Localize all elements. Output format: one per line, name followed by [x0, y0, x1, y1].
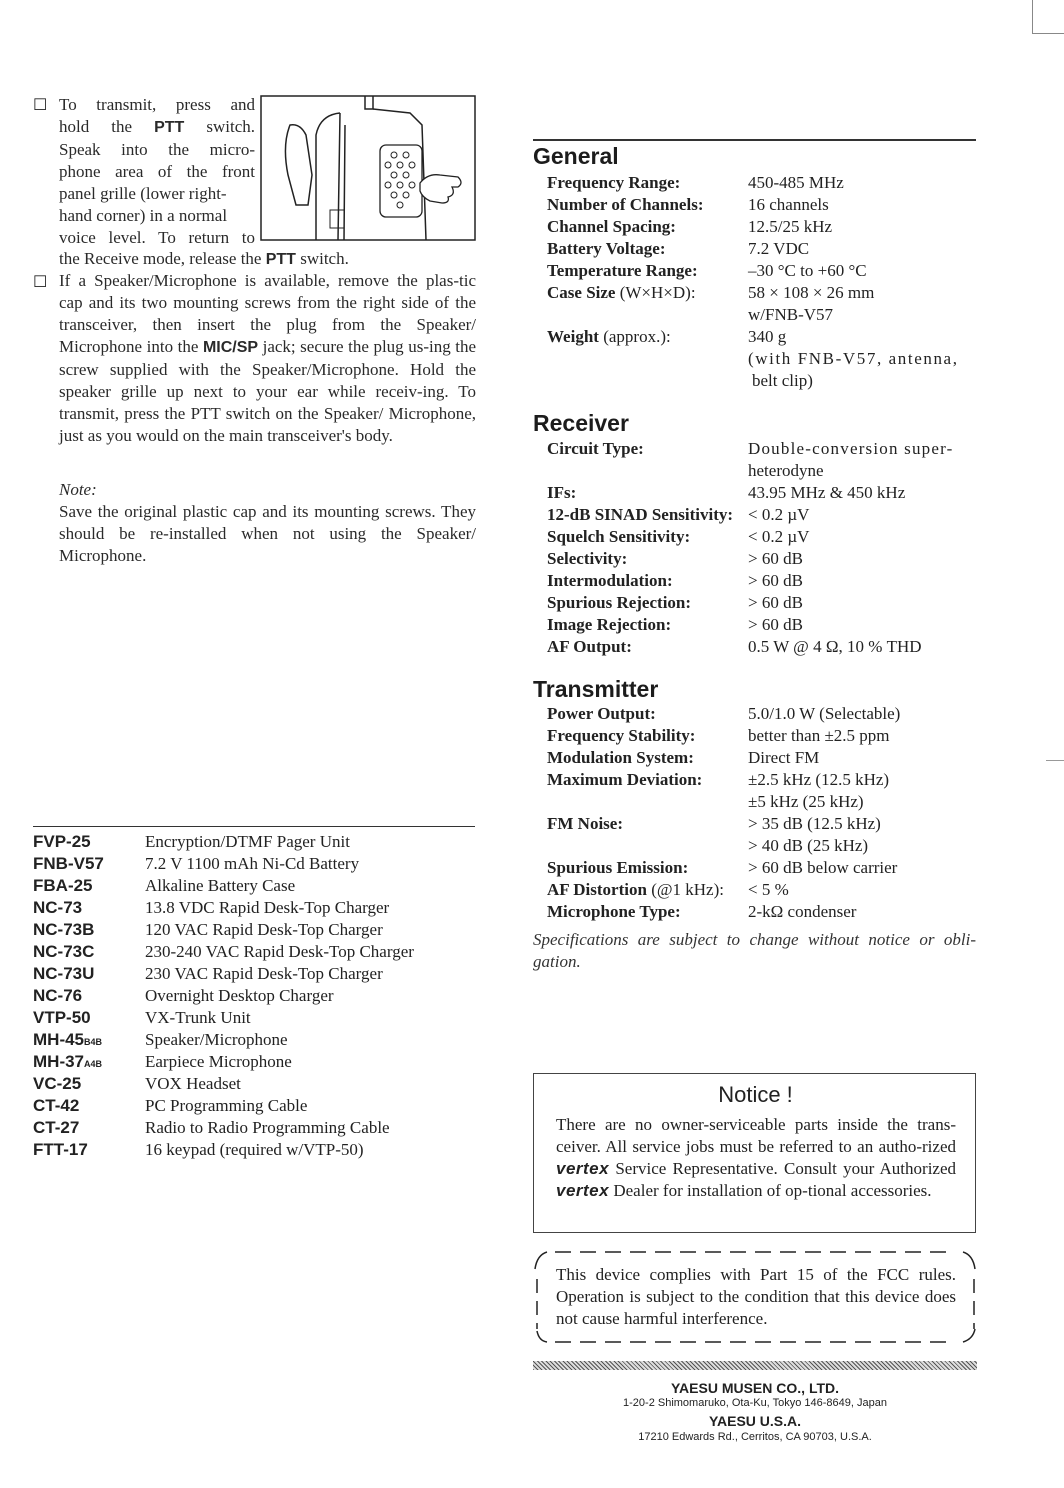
accessory-description: PC Programming Cable	[145, 1096, 308, 1115]
spec-value: > 60 dB	[748, 571, 803, 590]
spec-value: 12.5/25 kHz	[748, 217, 833, 236]
accessories-rule	[33, 826, 475, 827]
spec-value: (with FNB-V57, antenna,	[748, 349, 959, 368]
spec-value: Double-conversion super-	[748, 439, 954, 458]
accessory-code: CT-42	[33, 1096, 80, 1115]
specs-rule	[533, 139, 976, 141]
spec-value: Direct FM	[748, 748, 820, 767]
bullet-2: ☐	[33, 274, 48, 291]
spec-label: AF Output:	[547, 637, 632, 656]
accessory-code: MH-45B4B	[33, 1030, 103, 1049]
accessory-row	[33, 1073, 473, 1095]
accessory-code: NC-76	[33, 986, 83, 1005]
accessory-code: NC-73U	[33, 964, 95, 983]
spec-value: better than ±2.5 ppm	[748, 726, 890, 745]
spec-value: 43.95 MHz & 450 kHz	[748, 483, 906, 502]
spec-value: < 5 %	[748, 880, 789, 899]
accessory-description: 16 keypad (required w/VTP-50)	[145, 1140, 364, 1159]
fcc-text: This device complies with Part 15 of the FCC rules. Operation is subject to the condition that this device does not cause harmful interference.	[556, 1265, 956, 1328]
spec-label: Spurious Rejection:	[547, 593, 692, 612]
spec-value: > 35 dB (12.5 kHz)	[748, 814, 881, 833]
accessory-row	[33, 875, 473, 897]
spec-value: < 0.2 µV	[748, 527, 810, 546]
accessory-description: Overnight Desktop Charger	[145, 986, 334, 1005]
spec-value: > 60 dB	[748, 549, 803, 568]
footer-address-2: 17210 Edwards Rd., Cerritos, CA 90703, U.S.A.	[638, 1431, 872, 1443]
accessory-description: 7.2 V 1100 mAh Ni-Cd Battery	[145, 854, 360, 873]
vertex-logo: vertex	[556, 1159, 610, 1178]
accessory-description: 230-240 VAC Rapid Desk-Top Charger	[145, 942, 414, 961]
spec-value: 7.2 VDC	[748, 239, 810, 258]
transmitter-title: Transmitter	[533, 676, 659, 702]
spec-value: > 60 dB	[748, 615, 803, 634]
bullet-1: ☐	[33, 97, 48, 114]
spec-label: IFs:	[547, 483, 577, 502]
radio-illustration	[260, 95, 476, 241]
accessory-description: Radio to Radio Programming Cable	[145, 1118, 390, 1137]
spec-value: > 60 dB below carrier	[748, 858, 898, 877]
accessory-description: 13.8 VDC Rapid Desk-Top Charger	[145, 898, 390, 917]
accessory-description: Earpiece Microphone	[145, 1052, 292, 1071]
accessory-code: MH-37A4B	[33, 1052, 103, 1071]
accessory-code: CT-27	[33, 1118, 80, 1137]
accessory-description: VX-Trunk Unit	[145, 1008, 251, 1027]
spec-label: Intermodulation:	[547, 571, 673, 590]
spec-value: ±5 kHz (25 kHz)	[748, 792, 864, 811]
specs-disclaimer: Specifications are subject to change without notice or obli-gation.	[533, 930, 976, 971]
accessory-row	[33, 853, 473, 875]
accessory-row	[33, 941, 473, 963]
spec-value: 450-485 MHz	[748, 173, 844, 192]
spec-label: Modulation System:	[547, 748, 694, 767]
spec-label: Selectivity:	[547, 549, 628, 568]
spec-label: Frequency Range:	[547, 173, 681, 192]
note-text: Save the original plastic cap and its mounting screws. They should be re-installed when not using the Speaker/ Microphone.	[59, 502, 476, 565]
spec-label: Squelch Sensitivity:	[547, 527, 691, 546]
spec-label: Microphone Type:	[547, 902, 681, 921]
spec-label: Frequency Stability:	[547, 726, 696, 745]
crop-mark-top-right	[1032, 0, 1033, 34]
accessory-description: 230 VAC Rapid Desk-Top Charger	[145, 964, 383, 983]
transmit-paragraph: To transmit, press and hold the PTT switch. Speak into the micro- phone area of the front panel grille (lower right- hand corner) in a normal voice level. To return to	[59, 95, 255, 247]
accessory-row	[33, 963, 473, 985]
accessory-row	[33, 1007, 473, 1029]
spec-label: Case Size (W×H×D):	[547, 283, 696, 302]
accessory-row	[33, 1051, 473, 1073]
note-label: Note:	[59, 480, 97, 499]
spec-value: 340 g	[748, 327, 787, 346]
accessory-row	[33, 831, 473, 853]
spec-value: –30 °C to +60 °C	[748, 261, 867, 280]
accessory-code: FNB-V57	[33, 854, 104, 873]
accessory-code: VC-25	[33, 1074, 82, 1093]
spec-value: ±2.5 kHz (12.5 kHz)	[748, 770, 890, 789]
notice-title: Notice !	[718, 1082, 793, 1107]
spec-label: FM Noise:	[547, 814, 624, 833]
spec-label: Maximum Deviation:	[547, 770, 703, 789]
accessory-description: Encryption/DTMF Pager Unit	[145, 832, 350, 851]
accessory-row	[33, 985, 473, 1007]
receiver-title: Receiver	[533, 410, 629, 436]
accessory-row	[33, 1029, 473, 1051]
spec-label: Spurious Emission:	[547, 858, 689, 877]
footer-address-1: 1-20-2 Shimomaruko, Ota-Ku, Tokyo 146-8649, Japan	[623, 1397, 887, 1409]
accessory-row	[33, 1139, 473, 1161]
spec-label: 12-dB SINAD Sensitivity:	[547, 505, 734, 524]
spec-value: belt clip)	[752, 371, 813, 390]
spec-label: AF Distortion (@1 kHz):	[547, 880, 724, 899]
spec-label: Number of Channels:	[547, 195, 704, 214]
spec-value: 58 × 108 × 26 mm	[748, 283, 875, 302]
accessory-row	[33, 897, 473, 919]
spec-value: 0.5 W @ 4 Ω, 10 % THD	[748, 637, 922, 656]
crop-mark-top-right-h	[1032, 33, 1064, 34]
accessory-description: 120 VAC Rapid Desk-Top Charger	[145, 920, 383, 939]
accessory-code: NC-73B	[33, 920, 95, 939]
notice-box	[533, 1073, 976, 1233]
accessory-row	[33, 1095, 473, 1117]
notice-text: There are no owner-serviceable parts inside the trans-ceiver. All service jobs must be referred to an autho-rized vertex Service Representative. Consult your Authorized vertex Dealer for installation of op-tional accessories.	[556, 1115, 957, 1200]
accessory-code: NC-73	[33, 898, 83, 917]
spec-value: 2-kΩ condenser	[748, 902, 857, 921]
accessory-description: Alkaline Battery Case	[145, 876, 296, 895]
vertex-logo-2: vertex	[556, 1181, 610, 1200]
spec-value: 16 channels	[748, 195, 829, 214]
spec-label: Weight (approx.):	[547, 327, 671, 346]
spec-label: Circuit Type:	[547, 439, 644, 458]
accessory-description: Speaker/Microphone	[145, 1030, 288, 1049]
spec-label: Power Output:	[547, 704, 656, 723]
footer-company-2: YAESU U.S.A.	[708, 1413, 802, 1429]
fcc-box	[533, 1249, 977, 1345]
accessory-description: VOX Headset	[145, 1074, 241, 1093]
accessory-row	[33, 1117, 473, 1139]
spec-value: > 40 dB (25 kHz)	[748, 836, 869, 855]
spec-value: > 60 dB	[748, 593, 803, 612]
radio-drawing	[260, 95, 476, 241]
spec-value: w/FNB-V57	[748, 305, 834, 324]
spec-label: Battery Voltage:	[547, 239, 666, 258]
accessory-row	[33, 919, 473, 941]
spec-value: 5.0/1.0 W (Selectable)	[748, 704, 901, 723]
crop-mark-right-mid	[1046, 760, 1064, 761]
spec-label: Image Rejection:	[547, 615, 672, 634]
spec-value: < 0.2 µV	[748, 505, 810, 524]
speaker-mic-paragraph: If a Speaker/Microphone is available, remove the plas-tic cap and its two mounting screws from the right side of the transceiver, then insert the plug from the Speaker/ Microphone into the MIC/SP jack; secure the plug us-ing the screw supplied with the Speaker/Microphone. Hold the speaker grille up next to your ear while receiv-ing. To transmit, press the PTT switch on the Speaker/ Microphone, just as you would on the main transceiver's body.	[59, 271, 477, 445]
accessory-code: NC-73C	[33, 942, 95, 961]
general-title: General	[533, 143, 619, 169]
accessory-code: FTT-17	[33, 1140, 88, 1159]
accessory-code: FBA-25	[33, 876, 93, 895]
accessory-code: FVP-25	[33, 832, 91, 851]
footer-company-1: YAESU MUSEN CO., LTD.	[670, 1380, 840, 1396]
spec-value: heterodyne	[748, 461, 824, 480]
hatched-bar	[533, 1361, 977, 1370]
transmit-paragraph-end: the Receive mode, release the PTT switch.	[59, 249, 349, 268]
spec-label: Channel Spacing:	[547, 217, 676, 236]
spec-label: Temperature Range:	[547, 261, 698, 280]
accessory-code: VTP-50	[33, 1008, 91, 1027]
